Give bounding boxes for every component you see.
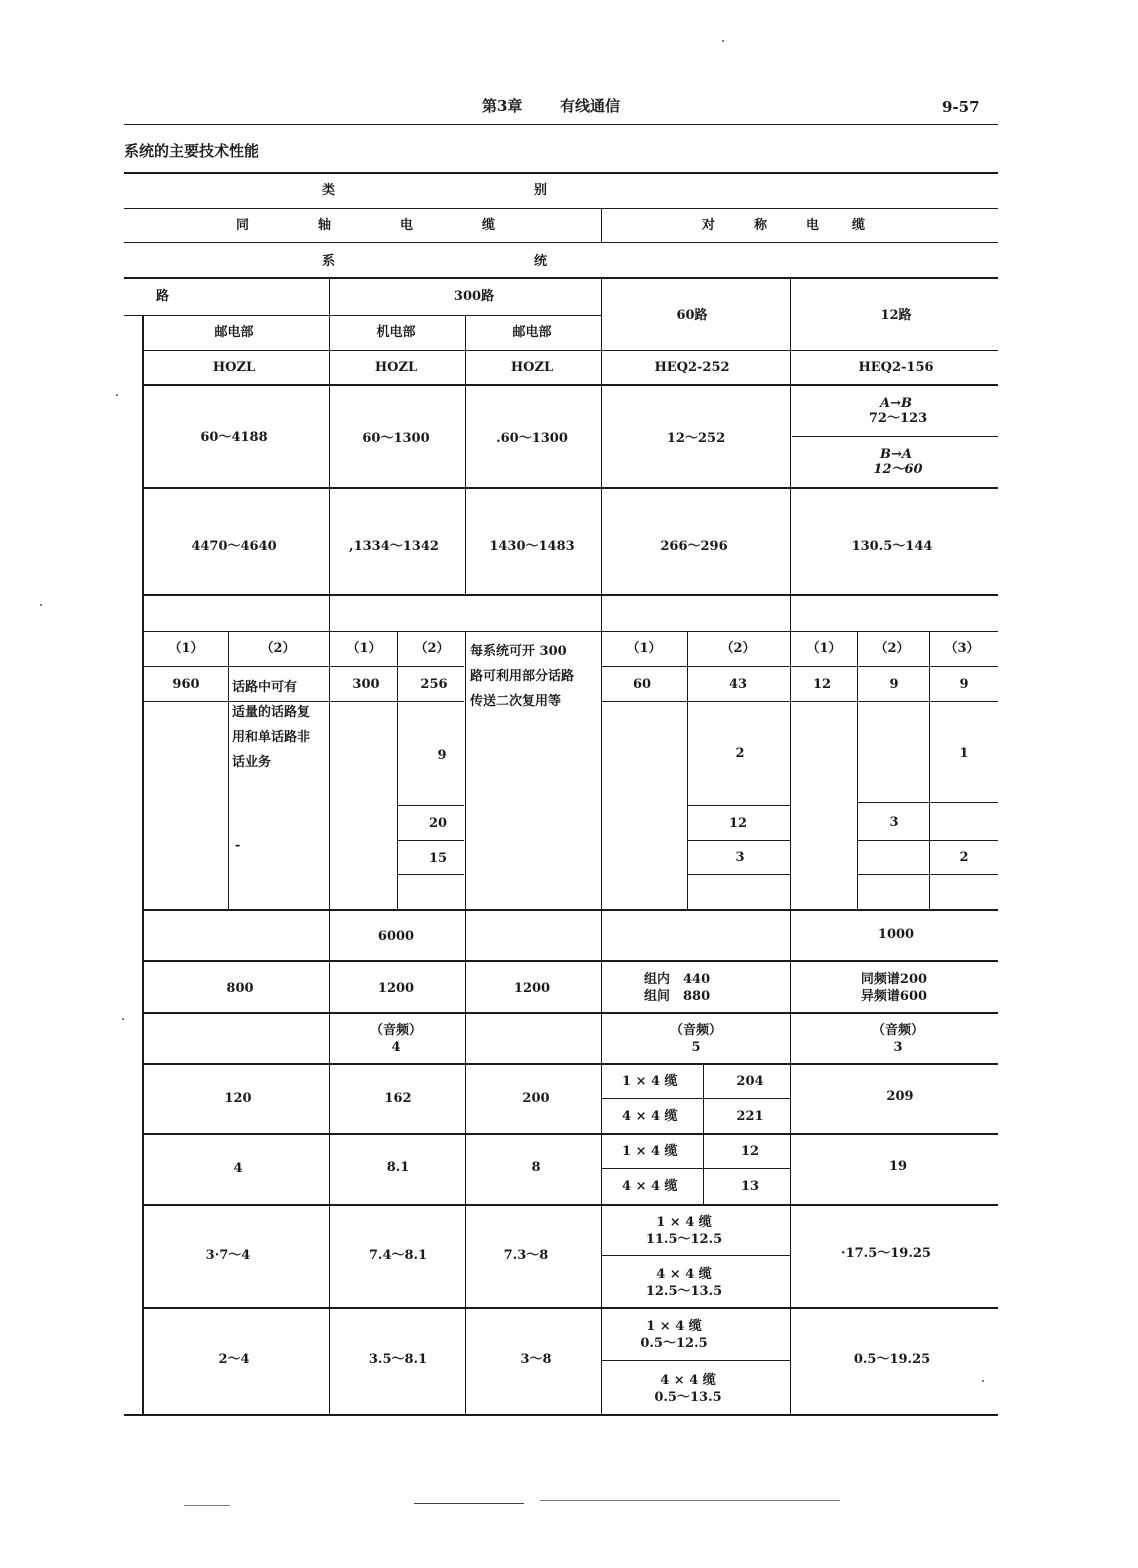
rule (703, 1063, 704, 1204)
pilot-value: 130.5～144 (851, 539, 933, 554)
row37-value: 11.5～12.5 (645, 1232, 723, 1247)
count-value: 43 (728, 677, 748, 692)
cable-type: 4 × 4 缆 (656, 1267, 712, 1282)
band-value: 12～60 (873, 462, 923, 477)
rule (857, 631, 858, 909)
scan-speck (982, 1380, 984, 1382)
rule (688, 805, 790, 806)
distance-value: 1200 (513, 981, 551, 996)
sub-group: 邮电部 (512, 325, 552, 340)
scan-mark (184, 1505, 230, 1506)
sub-group: 邮电部 (214, 325, 254, 340)
band-direction: A→B (880, 396, 912, 411)
section-title: 系统的主要技术性能 (124, 142, 260, 160)
scan-speck (122, 1018, 124, 1020)
model: HEQ2-252 (654, 360, 730, 375)
note-line: 路可利用部分话路 (470, 669, 575, 684)
group-300: 300路 (453, 289, 495, 304)
symmetric-label: 电 (806, 218, 820, 233)
scan-speck (722, 40, 724, 42)
model: HOZL (510, 360, 554, 375)
row4-value: 8.1 (386, 1160, 410, 1175)
rule (144, 909, 998, 911)
distance-cell (861, 971, 927, 1005)
sub-value: 3 (735, 850, 745, 865)
sub-column-header: （1） (168, 641, 204, 656)
cable-type: 1 × 4 缆 (622, 1074, 678, 1089)
audio-cell (872, 1022, 924, 1056)
note-line: 适量的话路复 (232, 705, 311, 720)
row4-value: 12 (740, 1144, 760, 1159)
row24-value: 0.5～12.5 (640, 1336, 708, 1351)
page-number: 9-57 (942, 98, 980, 116)
pilot-value: 4470～4640 (191, 539, 277, 554)
rule (397, 631, 398, 909)
sub-column-header: （1） (346, 641, 382, 656)
system-label: 系 (322, 254, 336, 269)
rule (688, 840, 790, 841)
header-rule (124, 124, 998, 125)
sub-value: 2 (735, 746, 745, 761)
distance-value: 800 (226, 981, 254, 996)
row120-value: 200 (522, 1091, 550, 1106)
rule (601, 277, 602, 1414)
rule (602, 1168, 790, 1169)
capacity-value: 6000 (377, 929, 415, 944)
cable-type: 1 × 4 缆 (646, 1319, 702, 1334)
rule (398, 805, 464, 806)
row24-value: 2～4 (218, 1352, 250, 1367)
rule (601, 208, 602, 242)
table-top-rule (124, 172, 998, 174)
sub-column-header: （3） (944, 641, 980, 656)
rule (929, 631, 930, 909)
row24-value: 0.5～13.5 (654, 1390, 722, 1405)
category-label: 类 (322, 183, 336, 198)
symmetric-label: 称 (754, 218, 768, 233)
cable-type: 1 × 4 缆 (656, 1215, 712, 1230)
audio-cell (670, 1022, 722, 1056)
band-value: 60～4188 (200, 430, 268, 445)
scan-speck (40, 604, 42, 606)
sub-value: 2 (959, 850, 969, 865)
audio-cell (370, 1022, 422, 1056)
rule (144, 960, 998, 962)
sub-value: 9 (437, 748, 447, 763)
sub-column-header: （1） (806, 641, 842, 656)
sub-value: 20 (428, 816, 448, 831)
rule (398, 874, 464, 875)
distance-cell (644, 971, 710, 1005)
rule (602, 1098, 790, 1099)
category-label: 别 (534, 183, 548, 198)
count-value: 60 (632, 677, 652, 692)
sub-value: 15 (428, 851, 448, 866)
sub-column-header: （1） (626, 641, 662, 656)
row37-value: 3·7～4 (205, 1248, 251, 1263)
rule (858, 840, 998, 841)
row4-value: 4 (233, 1161, 243, 1176)
distance-value: 1200 (377, 981, 415, 996)
note-column-1 (232, 675, 310, 775)
model: HOZL (212, 360, 256, 375)
sub-column-header: （2） (260, 641, 296, 656)
table-bottom-rule (124, 1414, 998, 1416)
rule (142, 315, 144, 1414)
pilot-value: ,1334～1342 (349, 539, 439, 554)
symmetric-label: 缆 (852, 218, 866, 233)
model: HOZL (374, 360, 418, 375)
coax-label: 同 (236, 218, 250, 233)
row37-value: 12.5～13.5 (645, 1284, 723, 1299)
band-value: 12～252 (666, 431, 726, 446)
rule (124, 277, 998, 279)
scan-speck (116, 394, 118, 396)
rule (144, 1063, 998, 1065)
audio-line: （音频） (669, 1023, 723, 1038)
rule (144, 1133, 998, 1135)
distance-line: 异频谱600 (860, 989, 928, 1004)
note-line: 每系统可开 300 (470, 644, 567, 659)
cable-type: 4 × 4 缆 (622, 1179, 678, 1194)
rule (228, 631, 229, 909)
rule (144, 1012, 998, 1014)
rule (792, 436, 998, 437)
rule (124, 242, 998, 243)
rule (602, 1360, 790, 1361)
distance-line: 组内 440 (644, 972, 711, 987)
capacity-value: 1000 (877, 927, 915, 942)
system-label: 统 (534, 254, 548, 269)
audio-line: （音频） (369, 1023, 423, 1038)
sub-value: 3 (889, 815, 899, 830)
coax-label: 缆 (482, 218, 496, 233)
model: HEQ2-156 (858, 360, 934, 375)
band-value: 60～1300 (362, 431, 430, 446)
audio-line: （音频） (871, 1023, 925, 1038)
sub-value: 1 (959, 746, 969, 761)
sub-column-header: （2） (720, 641, 756, 656)
audio-line: 5 (691, 1040, 701, 1055)
rule (144, 594, 998, 596)
scan-mark (414, 1503, 524, 1504)
cable-type: 4 × 4 缆 (622, 1109, 678, 1124)
rule (144, 1204, 998, 1206)
row24-value: 0.5～19.25 (853, 1352, 931, 1367)
rule (144, 631, 998, 632)
rule (398, 840, 464, 841)
count-value: 12 (812, 677, 832, 692)
sub-group: 机电部 (376, 325, 416, 340)
count-value: 960 (172, 677, 200, 692)
row120-value: 221 (736, 1109, 764, 1124)
rule (858, 874, 998, 875)
rule (602, 701, 998, 702)
row37-cell (646, 1266, 722, 1300)
row120-value: 162 (384, 1091, 412, 1106)
rule (124, 315, 602, 316)
coax-label: 轴 (318, 218, 332, 233)
rule (144, 384, 998, 386)
chapter-label: 第3章 (482, 97, 523, 115)
chapter-title: 有线通信 (560, 97, 621, 115)
note-column-3 (470, 639, 574, 714)
count-value: 300 (352, 677, 380, 692)
distance-line: 组间 880 (644, 989, 711, 1004)
row37-cell (646, 1214, 722, 1248)
band-value: .60～1300 (496, 431, 568, 446)
coax-label: 电 (400, 218, 414, 233)
row120-value: 209 (886, 1089, 914, 1104)
note-line: 用和单话路非 (232, 730, 311, 745)
row4-value: 8 (531, 1160, 541, 1175)
rule (144, 487, 998, 489)
distance-line: 同频谱200 (860, 972, 928, 987)
rule (602, 1255, 790, 1256)
row24-cell (640, 1318, 707, 1352)
note-line: 话路中可有 (232, 680, 298, 695)
audio-line: 4 (391, 1040, 401, 1055)
rule (858, 802, 998, 803)
row37-value: 7.4～8.1 (368, 1248, 428, 1263)
row120-value: 120 (224, 1091, 252, 1106)
band-direction: B→A (880, 447, 912, 462)
row24-value: 3.5～8.1 (368, 1352, 428, 1367)
pilot-value: 266～296 (660, 539, 728, 554)
count-value: 256 (420, 677, 448, 692)
rule (124, 208, 998, 209)
rule (790, 277, 791, 1414)
note-line: 传送二次复用等 (470, 694, 562, 709)
group-60: 60路 (676, 308, 708, 323)
row4-value: 13 (740, 1179, 760, 1194)
rule (144, 1307, 998, 1309)
cable-type: 1 × 4 缆 (622, 1144, 678, 1159)
pilot-value: 1430～1483 (489, 539, 575, 554)
rule (688, 874, 790, 875)
note-line: 话业务 (232, 755, 272, 770)
row37-value: 7.3～8 (503, 1248, 549, 1263)
count-value: 9 (889, 677, 899, 692)
sub-value: 12 (728, 816, 748, 831)
row120-value: 204 (736, 1074, 764, 1089)
audio-line: 3 (893, 1040, 903, 1055)
rule (144, 350, 998, 351)
rule (144, 666, 464, 667)
rule (687, 631, 688, 909)
stray-mark: - (235, 838, 241, 853)
group-12: 12路 (880, 308, 912, 323)
row37-value: ·17.5～19.25 (841, 1246, 931, 1261)
scan-mark (540, 1500, 840, 1501)
count-value: 9 (959, 677, 969, 692)
band-value: 72～123 (868, 411, 928, 426)
symmetric-label: 对 (702, 218, 716, 233)
cable-type: 4 × 4 缆 (660, 1373, 716, 1388)
row4-value: 19 (888, 1159, 908, 1174)
rule (602, 666, 998, 667)
rule (465, 631, 466, 1414)
sub-column-header: （2） (874, 641, 910, 656)
row24-cell (654, 1372, 721, 1406)
sub-column-header: （2） (414, 641, 450, 656)
rule (329, 277, 330, 1414)
row24-value: 3～8 (520, 1352, 552, 1367)
rule (465, 315, 466, 595)
channel-label: 路 (156, 289, 170, 304)
